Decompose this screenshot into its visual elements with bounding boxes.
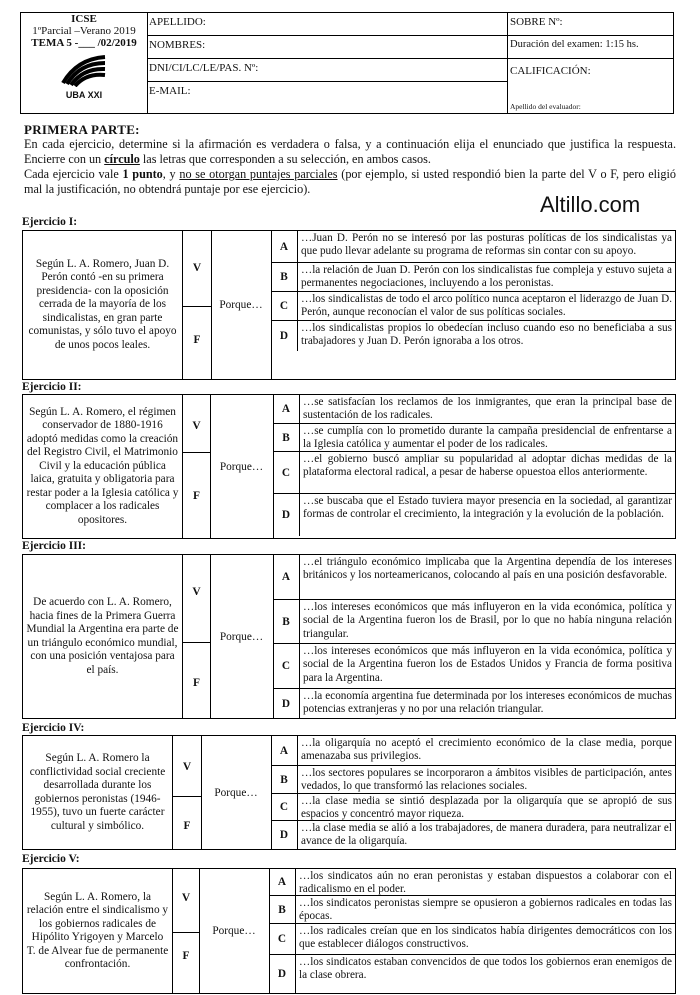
option-text: …los intereses económicos que más influyeron en la vida económica, política y social de la Argentina fueron los de Estados Unidos y Francia de forma positiva para la Argentina.	[303, 645, 672, 684]
option-letter[interactable]: A	[273, 555, 300, 599]
exercise-statement: De acuerdo con L. A. Romero, hacia fines de la Primera Guerra Mundial la Argentina era parte de un triángulo económico mundial, con una posición ventajosa para el país.	[23, 555, 183, 718]
true-option[interactable]: V	[192, 419, 201, 432]
option-text: …el gobierno buscó ampliar su popularidad al adoptar dichas medidas de la plataforma electoral radical, a pesar de haberse opuestoa ellos anteriormente.	[303, 453, 672, 479]
text: Cada ejercicio vale	[24, 167, 123, 181]
option-text: …la clase media se sintió desplazada por la oligarquía que se apropió de sus espacios y concentró mayor riqueza.	[301, 795, 672, 820]
option-text: …los intereses económicos que más influyeron en la vida económica, política y social de la Argentina fueron los de Brasil, por lo que no había ninguna relación triangular.	[303, 601, 672, 640]
option-row	[269, 955, 675, 993]
justification-options	[273, 555, 675, 718]
divider	[183, 642, 210, 643]
true-option[interactable]: V	[192, 261, 202, 274]
true-false-column	[183, 231, 212, 379]
option-row	[273, 644, 675, 689]
exercise-title: Ejercicio III:	[22, 540, 86, 552]
false-option[interactable]: F	[182, 950, 190, 963]
porque-label: Porque…	[210, 555, 274, 718]
divider	[173, 932, 199, 933]
text: (por ejemplo, si usted respondió bien la parte del V o F, pero eligió mal la justificación, no obtendrá puntaje por ese ejercicio).	[24, 167, 676, 196]
false-option[interactable]: F	[183, 819, 191, 832]
option-text: …los sindicalistas de todo el arco político nunca aceptaron el liderazgo de Juan D. Perón, aunque reconocían el valor de sus políticas sociales.	[301, 293, 672, 319]
porque-label: Porque…	[199, 869, 270, 993]
exercise-statement: Según L. A. Romero, Juan D. Perón contó -en su primera presidencia- con la oposición cerrada de la mayoría de los sindicalistas, en gran parte comunistas, y sólo tuvo el apoyo de unos pocos leales.	[23, 231, 183, 379]
option-letter[interactable]: A	[271, 736, 298, 765]
option-row	[273, 689, 675, 719]
option-text: …la clase media se alió a los trabajadores, de manera duradera, para neutralizar el avance de la oligarquía.	[301, 822, 672, 848]
option-letter[interactable]: D	[273, 689, 300, 719]
calificacion-label: CALIFICACIÓN:	[510, 65, 591, 77]
option-text: …los sindicalistas propios lo obedecían incluso cuando eso no beneficiaba a sus trabajadores y Juan D. Perón ignoraba a los otros.	[301, 322, 672, 348]
option-row	[271, 321, 675, 351]
watermark: Altillo.com	[540, 192, 641, 217]
option-text: …la economía argentina fue determinada por los intereses económicos de muchas potencias extranjeras y no por una relación triangular.	[303, 690, 672, 716]
option-text: …el triángulo económico implicaba que la Argentina dependía de los intereses británicos y los norteamericanos, colocando al país en una posición desfavorable.	[303, 556, 672, 582]
email-field[interactable]: E-MAIL:	[149, 85, 191, 97]
apellido-field[interactable]: APELLIDO:	[147, 13, 507, 36]
option-letter[interactable]: B	[273, 600, 300, 643]
justification-options	[269, 869, 675, 993]
false-option[interactable]: F	[192, 489, 201, 502]
porque-label: Porque…	[201, 736, 272, 849]
instructions-paragraph-1	[24, 137, 676, 167]
option-text: …se satisfacían los reclamos de los inmigrantes, que eran la principal base de sustentación de los radicales.	[303, 396, 672, 422]
calificacion-field[interactable]	[507, 59, 673, 113]
porque-label: Porque…	[210, 395, 274, 538]
option-row	[271, 766, 675, 794]
option-row	[273, 494, 675, 536]
option-text: …se cumplía con lo prometido durante la campaña presidencial de enfrentarse a la Iglesia católica y aumentar el poder de los radicales.	[303, 425, 672, 451]
exercise-title: Ejercicio V:	[22, 853, 80, 865]
option-row	[271, 821, 675, 849]
option-letter[interactable]: D	[269, 955, 296, 993]
true-false-column	[183, 395, 211, 538]
option-text: …los radicales creían que en los sindicatos había dirigentes democráticos con los que establecer diálogos constructivos.	[299, 925, 672, 951]
option-letter[interactable]: C	[269, 924, 296, 954]
option-letter[interactable]: D	[273, 494, 300, 536]
option-row	[269, 924, 675, 955]
porque-label: Porque…	[211, 231, 272, 379]
true-false-column	[183, 555, 211, 718]
divider	[183, 452, 210, 453]
evaluador-label: Apellido del evaluador:	[510, 102, 581, 111]
option-letter[interactable]: C	[273, 452, 300, 493]
true-option[interactable]: V	[192, 585, 201, 598]
option-row	[271, 263, 675, 292]
exercise-statement: Según L. A. Romero la conflictividad social creciente desarrollada durante los gobiernos peronistas (1946-1955), tuvo un fuerte carácter cultural y simbólico.	[23, 736, 173, 849]
option-letter[interactable]: C	[273, 644, 300, 688]
option-letter[interactable]: A	[273, 395, 300, 423]
bold-text: 1 punto	[122, 167, 163, 181]
option-text: …los sindicatos peronistas siempre se opusieron a gobiernos radicales en todas las épocas.	[299, 897, 672, 923]
dni-field[interactable]: DNI/CI/LC/LE/PAS. Nº:	[147, 59, 507, 82]
true-option[interactable]: V	[181, 892, 191, 905]
exercise-table	[22, 230, 676, 380]
option-letter[interactable]: A	[271, 231, 298, 262]
option-letter[interactable]: B	[273, 424, 300, 451]
divider	[183, 306, 211, 307]
option-text: …la oligarquía no aceptó el crecimiento económico de la clase media, porque amenazaba sus privilegios.	[301, 737, 672, 763]
exercise-table	[22, 554, 676, 719]
exercise-title: Ejercicio I:	[22, 216, 78, 228]
true-false-column	[173, 736, 202, 849]
underlined-text: círculo	[104, 152, 140, 166]
justification-options	[273, 395, 675, 538]
justification-options	[271, 736, 675, 849]
exercise-title: Ejercicio II:	[22, 381, 82, 393]
parcial-label: 1ºParcial –Verano 2019	[32, 25, 136, 37]
option-letter[interactable]: D	[271, 821, 298, 849]
option-text: …los sectores populares se incorporaron a ámbitos visibles de participación, antes vedados, lo que transformó las relaciones sociales.	[301, 767, 672, 793]
text: En cada ejercicio, determine si la afirmación es verdadera o falsa, y a continuación elija el enunciado que justifica la respuesta. Encierre con un	[24, 137, 676, 166]
option-row	[273, 555, 675, 600]
tema-label: TEMA 5 -___ /02/2019	[31, 37, 137, 49]
option-row	[271, 736, 675, 766]
option-text: …los sindicatos estaban convencidos de que todos los gobiernos eran enemigos de la clase obrera.	[299, 956, 672, 982]
exam-header	[20, 12, 674, 114]
option-row	[273, 395, 675, 424]
option-row	[273, 452, 675, 494]
option-row	[271, 292, 675, 321]
option-letter[interactable]: C	[271, 794, 298, 820]
option-letter[interactable]: C	[271, 292, 298, 320]
divider	[173, 796, 201, 797]
course-name: ICSE	[71, 13, 97, 25]
logo-text: UBA XXI	[65, 90, 103, 100]
option-letter[interactable]: B	[271, 766, 298, 793]
option-row	[271, 794, 675, 821]
nombres-field[interactable]: NOMBRES:	[147, 36, 507, 59]
exercise-title: Ejercicio IV:	[22, 722, 85, 734]
course-info	[21, 13, 148, 113]
justification-options	[271, 231, 675, 379]
sobre-field[interactable]: SOBRE Nº:	[507, 13, 673, 36]
exercise-statement: Según L. A. Romero, el régimen conservador de 1880-1916 adoptó medidas como la creación del Registro Civil, el Matrimonio Civil y la educación pública laica, gratuita y obligatoria para restar poder a la Iglesia católica y complacer a los radicales opositores.	[23, 395, 183, 538]
exercise-table	[22, 394, 676, 539]
text: las letras que corresponden a su selección, en ambos casos.	[139, 152, 431, 166]
option-row	[271, 231, 675, 263]
section-title: PRIMERA PARTE:	[24, 122, 140, 137]
true-option[interactable]: V	[182, 761, 192, 774]
false-option[interactable]: F	[193, 333, 201, 346]
underlined-text: no se otorgan puntajes parciales	[179, 167, 338, 181]
false-option[interactable]: F	[192, 676, 201, 689]
uba-logo-icon	[59, 53, 109, 87]
option-row	[273, 424, 675, 452]
option-letter[interactable]: B	[269, 896, 296, 923]
option-row	[273, 600, 675, 644]
option-letter[interactable]: D	[271, 321, 298, 351]
option-row	[269, 896, 675, 924]
instructions	[24, 122, 676, 197]
true-false-column	[173, 869, 200, 993]
option-text: …se buscaba que el Estado tuviera mayor presencia en la sociedad, al garantizar formas de controlar el crecimiento, la integración y la evolución de la población.	[303, 495, 672, 521]
option-text: …la relación de Juan D. Perón con los sindicalistas fue compleja y estuvo sujeta a permanentes negociaciones, incluyendo a los peronistas.	[301, 264, 672, 290]
option-row	[269, 869, 675, 896]
exercise-statement: Según L. A. Romero, la relación entre el sindicalismo y los gobiernos radicales de Hipólito Yrigoyen y Marcelo T. de Alvear fue de permanente confrontación.	[23, 869, 173, 993]
text: , y	[162, 167, 180, 181]
exercise-table	[22, 868, 676, 994]
option-letter[interactable]: A	[269, 869, 296, 895]
option-letter[interactable]: B	[271, 263, 298, 291]
exercise-table	[22, 735, 676, 850]
duracion-label: Duración del examen: 1:15 hs.	[507, 36, 673, 59]
option-text: …Juan D. Perón no se interesó por las posturas políticas de los sindicalistas ya que pudo llevar adelante su programa de reformas sin contar con su apoyo.	[301, 232, 672, 258]
option-text: …los sindicatos aún no eran peronistas y estaban dispuestos a colaborar con el radicalismo en el poder.	[299, 870, 672, 895]
